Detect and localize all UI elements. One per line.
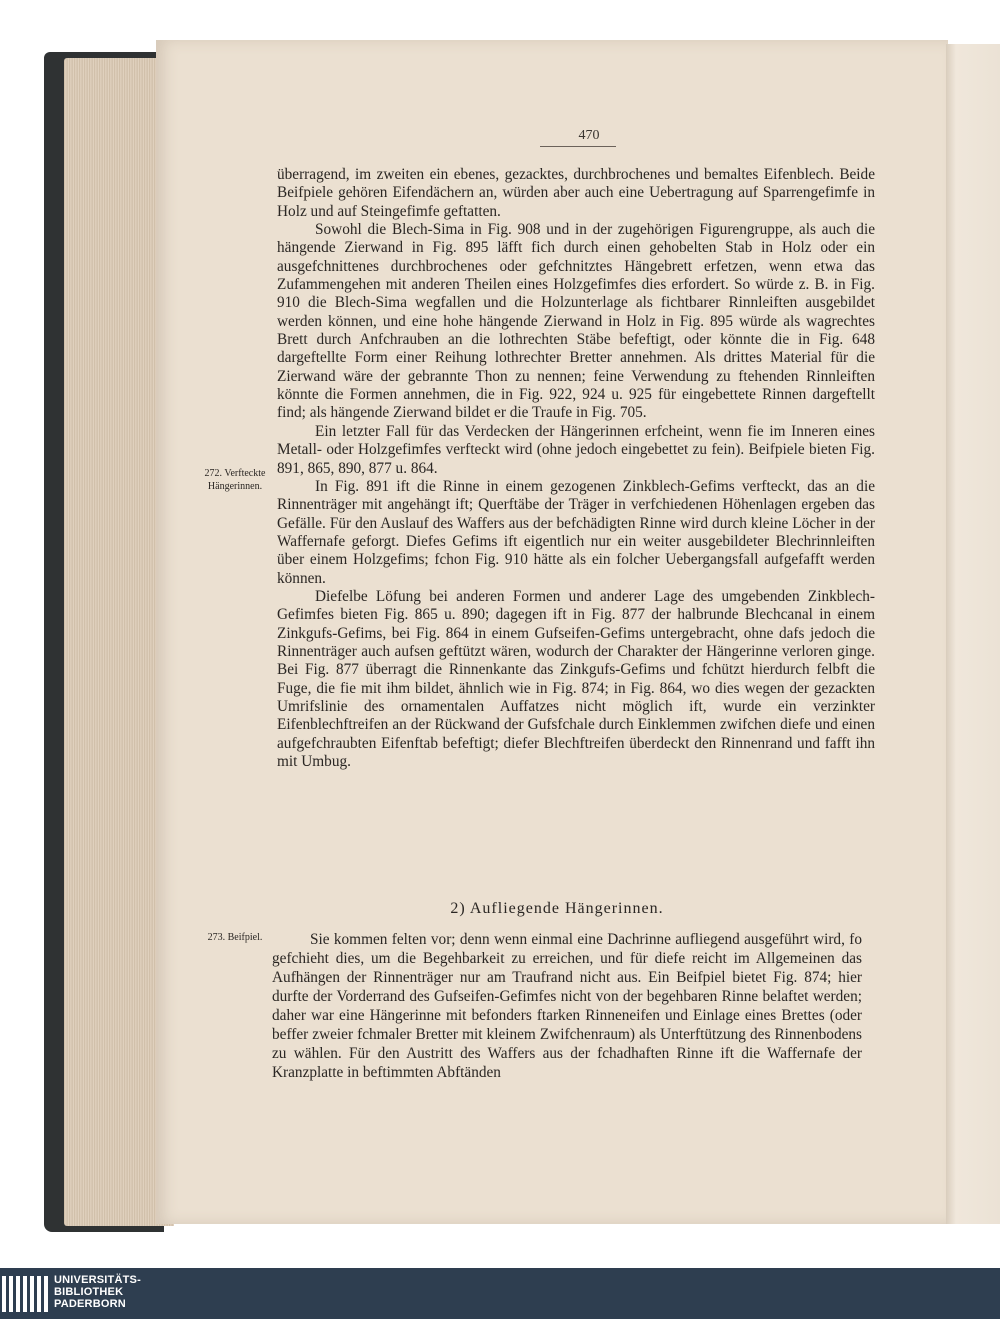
body-text [277,166,875,771]
library-logo-text [54,1274,141,1311]
margin-note-272: 272. Verfteckte Hängerinnen. [204,468,266,492]
next-page-edge [946,44,1000,1224]
logo-line: PADERBORN [54,1298,126,1311]
paragraph: Sie kommen felten vor; denn wenn einmal eine Dachrinne aufliegend ausgeführt wird, fo gefchieht dies, um die Begehbarkeit zu erreichen, und für diefe reicht im Allgemeinen das Aufhängen der Rinnenträger nur am Traufrand nicht aus. Ein Beifpiel bietet Fig. 874; hier durfte der Vorderrand des Gufseifen-Gefimfes nicht von der begehbaren Rinne belaftet werden; daher war eine Hängerinne mit befonders ftarken Rinneneifen und Einlage eines Brettes (oder beffer zweier fchmaler Bretter mit kleinem Zwifchenraum) als Unterftützung des Rinnenbodens zu wählen. Für den Austritt des Waffers aus der fchadhaften Rinne ift die Waffernafe der Kranzplatte in beftimmten Abftänden [272,931,862,1081]
paragraph: überragend, im zweiten ein ebenes, gezacktes, durchbrochenes und bemaltes Eifenblech. Beide Beifpiele gehören Eifendächern an, würden aber auch eine Uebertragung auf Sparrengefimfe in Holz und auf Steingefimfe geftatten. [277,166,875,220]
library-logo-icon [2,1276,50,1312]
paragraph: Diefelbe Löfung bei anderen Formen und anderer Lage des umgebenden Zinkblech-Gefimfes bieten Fig. 865 u. 890; dagegen ift in Fig. 877 der halbrunde Blechcanal in einem Zinkgufs-Gefims, bei Fig. 864 in einem Gufseifen-Gefims untergebracht, ohne dafs jedoch die Rinnenträger auch aufsen geftützt wären, wodurch der Charakter der Hängerinne verloren ginge. Bei Fig. 877 überragt die Rinnenkante das Zinkgufs-Gefims und fchützt hierdurch felbft die Fuge, die fie mit ihm bildet, ähnlich wie in Fig. 874; in Fig. 864, wo dies wegen der gezackten Umrifslinie des ornamentalen Auffatzes nicht möglich ift, wurde ein verzinkter Eifenblechftreifen an der Rückwand der Gufsfchale durch Einklemmen zwifchen diefe und einen aufgefchraubten Eifenftab befeftigt; diefer Blechftreifen überdeckt den Rinnenrand und fafft ihn mit Umbug. [277,587,875,770]
margin-note-273: 273. Beifpiel. [207,932,263,943]
section-heading: 2) Aufliegende Hängerinnen. [450,900,664,917]
logo-line: BIBLIOTHEK [54,1286,124,1299]
paragraph: Ein letzter Fall für das Verdecken der Hängerinnen erfcheint, wenn fie im Inneren eines Metall- oder Holzgefimfes verfteckt wird (ohne jedoch eingebettet zu fein). Beifpiele bieten Fig. 891, 865, 890, 877 u. 864. [277,422,875,477]
page-number: 470 [578,128,600,143]
paragraph: In Fig. 891 ift die Rinne in einem gezogenen Zinkblech-Gefims verfteckt, das an die Rinnenträger mit angehängt ift; Querftäbe der Träger in verfchiedenen Höhenlagen ergeben das Gefälle. Für den Auslauf des Waffers aus der befchädigten Rinne wird durch kleine Löcher in der Waffernafe geforgt. Diefes Gefims ift eigentlich nur ein weiter ausgebildeter Blechrinnleiften über einem Holzgefims; fchon Fig. 910 hätte als ein folcher Uebergangsfall aufgefafft werden können. [277,477,875,587]
paragraph: Sowohl die Blech-Sima in Fig. 908 und in der zugehörigen Figurengruppe, als auch die hängende Zierwand in Fig. 895 läfft fich durch einen gehobelten Stab in Holz oder ein ausgefchnittenes durchbrochenes oder gefchnitztes Hängebrett erfetzen, wenn etwa das Zufammengehen mit anderen Theilen eines Holzgefimfes dies erfordert. So würde z. B. in Fig. 910 die Blech-Sima wegfallen und die Holzunterlage als fichtbarer Rinnleiften ausgebildet werden können, und eine hohe hängende Zierwand in Holz in Fig. 895 würde als wagrechtes Brett durch Anfchrauben an die lothrechten Stäbe befeftigt, oder könnte die in Fig. 648 dargeftellte Form einer Reihung lothrechter Bretter annehmen. Als drittes Material für die Zierwand wäre der gebrannte Thon zu nennen; feine Verwendung zu ftehenden Rinnleiften könnte die Formen annehmen, die in Fig. 922, 924 u. 925 für eingebettete Rinnen dargeftellt find; als hängende Zierwand bildet er die Traufe in Fig. 705. [277,221,875,422]
library-footer [0,1268,1000,1319]
page-number-rule [540,146,616,147]
logo-line: UNIVERSITÄTS- [54,1274,141,1286]
section-text [272,930,862,1082]
